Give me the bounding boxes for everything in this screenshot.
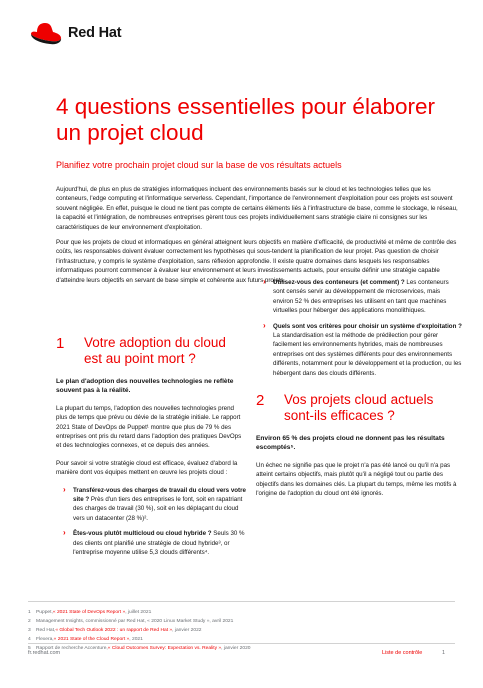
bullet-answer: Seuls 30 % des clients ont planifié une stratégie de cloud hybride³, or l'entreprise moyenne utilise 5,3 clouds différents⁴. — [73, 530, 245, 557]
brand-logo — [28, 20, 121, 46]
footnote: 1 Puppet, « 2021 State of DevOps Report » , juillet 2021 — [28, 609, 251, 618]
bullet-question: Quels sont vos critères pour choisir un système d'exploitation ? — [273, 322, 462, 330]
brand-name: Red Hat — [68, 25, 122, 41]
question-list — [56, 486, 246, 558]
section-title: Votre adoption du cloud est au point mort ? — [84, 335, 226, 366]
section-lead: Environ 65 % des projets cloud ne donnent pas les résultats escomptés⁵. — [256, 435, 445, 452]
section-paragraph: La plupart du temps, l'adoption des nouvelles technologies prend plus de temps que prévu ou dévie de la stratégie initiale. Le rapport 2021 State of DevOps de Puppet¹ montre que plus de 79 % des entreprises ont pris du retard dans l'adoption des pratiques DevOps et des technologies connexes, et ce depuis des années. — [56, 404, 242, 450]
footnote-link[interactable]: « 2021 State of the Cloud Report » — [53, 636, 130, 642]
footnote: 3 Red Hat, « Global Tech Outlook 2022 : un rapport de Red Hat » , janvier 2022 — [28, 627, 251, 636]
footer-divider — [28, 643, 455, 644]
footnote-link[interactable]: « 2021 State of DevOps Report » — [52, 610, 126, 615]
footnote-link[interactable]: « Global Tech Outlook 2022 : un rapport de Red Hat » — [55, 627, 173, 633]
footer-site-link[interactable]: fr.redhat.com — [28, 650, 61, 656]
intro-section — [56, 185, 461, 291]
footnote-link[interactable]: « Cloud Outcomes Survey: Expectation vs. Reality » — [107, 645, 222, 651]
footnotes — [28, 609, 251, 654]
footnote-divider — [28, 601, 455, 602]
footnote: 2 Management Insights, commissionné par Red Hat, « 2020 Linux Market Study », avril 2021 — [28, 618, 234, 624]
page-subtitle: Planifiez votre prochain projet cloud sur la base de vos résultats actuels — [56, 160, 342, 170]
list-item — [263, 278, 462, 316]
section-paragraph: Pour savoir si votre stratégie cloud est efficace, évaluez d'abord la manière dont vos équipes mettent en œuvre les projets cloud : — [56, 459, 238, 477]
red-hat-fedora-icon — [28, 20, 64, 46]
bullet-answer: Près d'un tiers des entreprises le font, soit en rapatriant des charges de travail (30 %), soit en les déplaçant du cloud vers un datacenter (28 %)². — [73, 496, 243, 522]
list-item — [63, 529, 246, 557]
section-2-heading — [256, 392, 462, 424]
section-paragraph: Un échec ne signifie pas que le projet n'a pas été lancé ou qu'il n'a pas atteint certains objectifs, mais plutôt qu'il a négligé tout ou partie des objectifs dans les domaines clés. La plupart du temps, même les motifs à l'origine de l'adoption du cloud ont été ignorés. — [256, 461, 457, 498]
question-list — [256, 278, 462, 378]
bullet-answer: La standardisation est la méthode de prédilection pour gérer facilement les environnements hybrides, mais de nombreuses entreprises ont des systèmes différents pour des environnements différents, notamment pour le développement et la production, ou les hébergent dans des clouds différents. — [273, 332, 462, 377]
bullet-question: Êtes-vous plutôt multicloud ou cloud hybride ? — [73, 530, 212, 538]
page-title: 4 questions essentielles pour élaborer un projet cloud — [56, 94, 435, 145]
right-column — [256, 278, 462, 507]
section-number: 1 — [56, 335, 65, 352]
list-item — [63, 486, 246, 524]
footnote: 4 Flexera, « 2021 State of the Cloud Report » , 2021 — [28, 636, 251, 645]
bullet-answer: Les conteneurs sont censés servir au développement de microservices, mais environ 52 % des entreprises les utilisent en tant que machines virtuelles pour héberger des applications monolithiques. — [273, 279, 449, 315]
footer-doc-type: Liste de contrôle — [382, 650, 423, 656]
page-number: 1 — [442, 650, 446, 656]
section-lead: Le plan d'adoption des nouvelles technologies ne reflète souvent pas à la réalité. — [56, 378, 234, 395]
left-column — [56, 335, 246, 564]
intro-paragraph: Pour que les projets de cloud et informatiques en général atteignent leurs objectifs en matière d'efficacité, de productivité et même de contrôle des coûts, les responsables doivent évaluer correctement les hypothèses qui sous-tendent la planification de leur projet. Pas question de choisir l'infrastructure, y compris le système d'exploitation, sans réflexion approfondie. Il existe quatre domaines dans lesquels les responsables informatiques pourront commencer à évaluer leur environnement et leurs investissements actuels, pour ensuite définir une stratégie capable d'atteindre leurs objectifs en servant de base simple et cohérente aux futurs projets. — [56, 239, 457, 284]
bullet-question: Transférez-vous des charges de travail du cloud vers votre site ? — [73, 486, 246, 504]
list-item — [263, 322, 462, 378]
section-1-heading — [56, 335, 246, 367]
bullet-question: Utilisez-vous des conteneurs (et comment) ? — [273, 279, 405, 286]
footnote: 5 Rapport de recherche Accenture, « Cloud Outcomes Survey: Expectation vs. Reality » , janvier 2020 — [28, 645, 251, 654]
intro-paragraph: Aujourd'hui, de plus en plus de stratégies informatiques incluent des environnements basés sur le cloud et les technologies telles que les conteneurs, l'edge computing et l'informatique serverless. Cependant, l'importance de l'environnement d'exploitation pour ces projets est souvent souvent négligée. En effet, puisque le cloud ne tient pas compte de certains éléments liés à l'infrastructure de base, comme le stockage, le réseau, la capacité et l'intégration, de nombreuses entreprises gèrent tous ces projets individuellement sans stratégie claire ni consignes sur les caractéristiques de leur environnement d'exploitation. — [56, 186, 458, 231]
section-title: Vos projets cloud actuels sont-ils efficaces ? — [284, 392, 434, 424]
section-number: 2 — [256, 392, 265, 410]
